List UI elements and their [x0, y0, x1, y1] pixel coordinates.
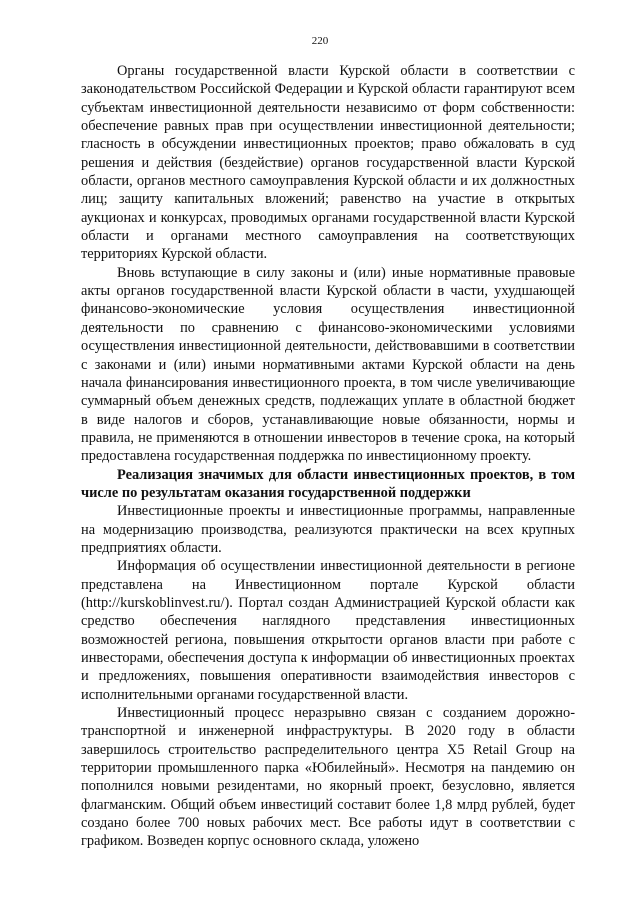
page-number: 220 [311, 35, 329, 47]
document-body [81, 62, 575, 851]
paragraph-infrastructure: Инвестиционный процесс неразрывно связан с созданием дорожно-транспортной и инженерной инфраструктуры. В 2020 году в области завершилось строительство распределительного центра X5 Retail Group на территории промышленного парка «Юбилейный». Несмотря на пандемию он пополнился новыми резидентами, но якорный проект, безусловно, является флагманским. Общий объем инвестиций составит более 1,8 млрд рублей, будет создано более 700 новых рабочих мест. Все работы идут в соответствии с графиком. Возведен корпус основного склада, уложено [81, 705, 575, 850]
paragraph-investment-portal: Информация об осуществлении инвестиционной деятельности в регионе представлена на Инвестиционном портале Курской области (http://kurskoblinvest.ru/). Портал создан Администрацией Курской области как средство обеспечения наглядного представления инвестиционных возможностей региона, повышения открытости органов власти при работе с инвесторами, обеспечения доступа к информации об инвестиционных проектах и предложениях, повышения оперативности взаимодействия инвесторов с исполнительными органами государственной власти. [81, 558, 575, 703]
paragraph-new-laws: Вновь вступающие в силу законы и (или) иные нормативные правовые акты органов государственной власти Курской области в части, ухудшающей финансово-экономические условия осуществления инвестиционной деятельности по сравнению с финансово-экономическими условиями осуществления инвестиционной деятельности, действовавшими в соответствии с законами и (или) иными нормативными актами Курской области на день начала финансирования инвестиционного проекта, в том числе увеличивающие суммарный объем денежных средств, подлежащих уплате в областной бюджет в виде налогов и сборов, устанавливающие новые обязанности, нормы и правила, не применяются в отношении инвесторов в течение срока, на который предоставлена государственная поддержка по инвестиционному проекту. [81, 264, 575, 465]
section-heading: Реализация значимых для области инвестиционных проектов, в том числе по результатам оказания государственной поддержки [81, 466, 575, 501]
paragraph-investment-programs: Инвестиционные проекты и инвестиционные программы, направленные на модернизацию производства, реализуются практически на всех крупных предприятиях области. [81, 503, 575, 556]
paragraph-guarantees: Органы государственной власти Курской области в соответствии с законодательством Российской Федерации и Курской области гарантируют всем субъектам инвестиционной деятельности независимо от форм собственности: обеспечение равных прав при осуществлении инвестиционной деятельности; гласность в обсуждении инвестиционных проектов; право обжаловать в суд решения и действия (бездействие) органов государственной власти Курской области, органов местного самоуправления Курской области и их должностных лиц; защиту капитальных вложений; равенство на участие в открытых аукционах и конкурсах, проводимых органами государственной власти Курской области и органами местного самоуправления на соответствующих территориях Курской области. [81, 63, 575, 263]
